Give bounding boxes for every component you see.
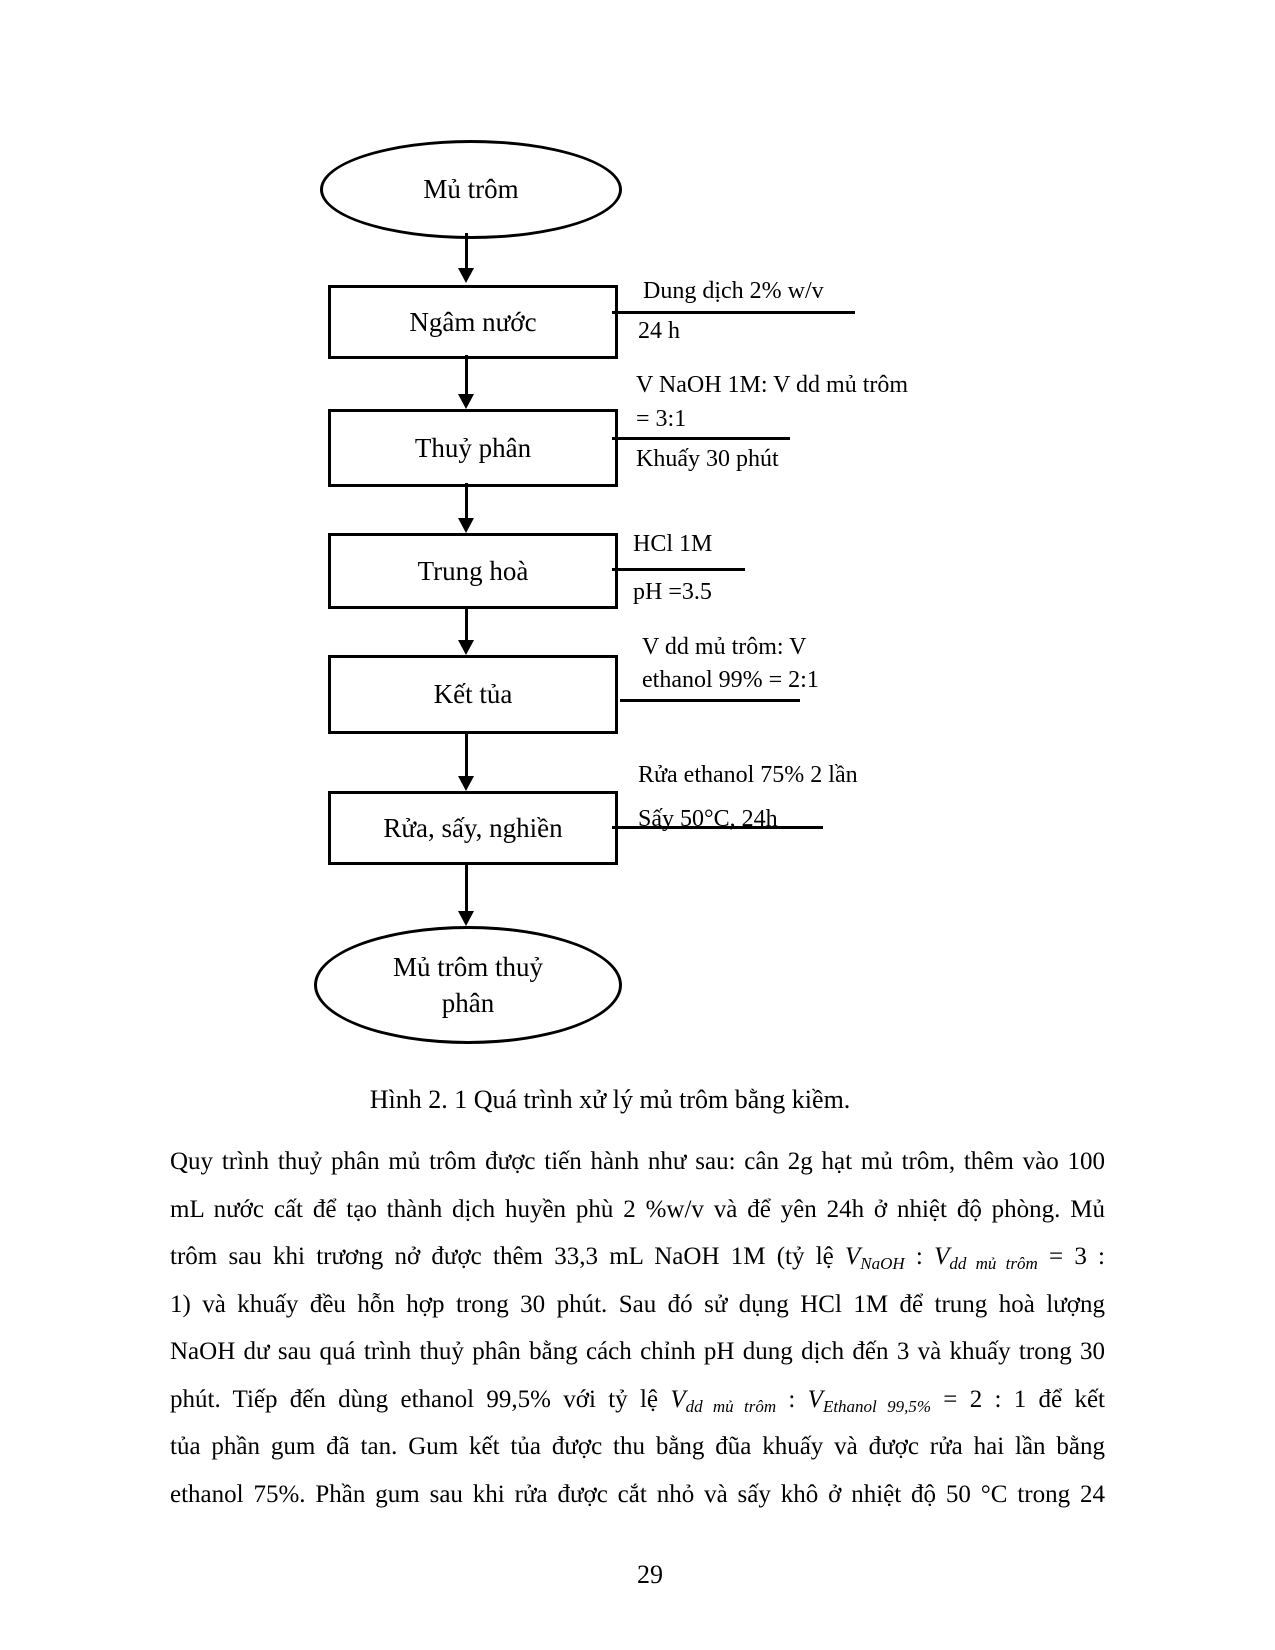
flow-note: Dung dịch 2% w/v [643, 278, 824, 304]
flow-node-start: Mủ trôm [320, 140, 622, 239]
flow-arrow [465, 233, 468, 268]
flow-note: Sấy 50°C, 24h [638, 806, 778, 832]
flow-note: HCl 1M [633, 531, 713, 557]
flow-note: V NaOH 1M: V dd mủ trôm [636, 372, 909, 398]
flow-note: ethanol 99% = 2:1 [642, 667, 819, 693]
body-line: phút. Tiếp đến dùng ethanol 99,5% với tỷ lệ $V_{dd mủ trôm}$ : $V_{Ethanol 99,5\%} = 2$ : 1 để kết [170, 1385, 1105, 1416]
flow-arrow [465, 863, 468, 911]
flow-connector-line [612, 437, 790, 440]
body-line: ethanol 75%. Phần gum sau khi rửa được cắt nhỏ và sấy khô ở nhiệt độ 50 °C trong 24 [170, 1480, 1105, 1508]
flow-node-end-line1: Mủ trôm thuỷ [392, 951, 543, 982]
body-line: Quy trình thuỷ phân mủ trôm được tiến hành như sau: cân 2g hạt mủ trôm, thêm vào 100 [170, 1148, 1105, 1175]
flow-arrow [465, 607, 468, 640]
figure-caption: Hình 2. 1 Quá trình xử lý mủ trôm bằng kiềm. [369, 1085, 851, 1114]
page-number: 29 [637, 1560, 663, 1589]
flow-note: Khuấy 30 phút [636, 446, 779, 472]
flow-connector-line [612, 311, 855, 314]
flow-node-end-line2: phân [441, 988, 495, 1018]
flow-connector-line [620, 699, 800, 702]
flow-node-neutralize: Trung hoà [328, 533, 618, 609]
flow-node-wash-dry-grind: Rửa, sấy, nghiền [328, 791, 618, 865]
body-line: NaOH dư sau quá trình thuỷ phân bằng cách chỉnh pH dung dịch đến 3 và khuấy trong 30 [170, 1338, 1105, 1365]
flow-note: Rửa ethanol 75% 2 lần [638, 762, 858, 788]
flow-arrow [465, 355, 468, 394]
flow-node-precipitate: Kết tủa [328, 655, 618, 734]
flow-note: pH =3.5 [633, 579, 712, 605]
flow-note: 24 h [638, 318, 680, 344]
body-line: tủa phần gum đã tan. Gum kết tủa được thu bằng đũa khuấy và được rửa hai lần bằng [170, 1433, 1105, 1460]
body-paragraph [170, 1138, 1105, 1518]
body-line: trôm sau khi trương nở được thêm 33,3 mL NaOH 1M (tỷ lệ $V_{NaOH}$ : $V_{dd mủ trôm} = 3$ : [170, 1243, 1105, 1274]
flow-node-end [314, 926, 622, 1044]
flow-note: V dd mủ trôm: V [642, 634, 807, 660]
flow-connector-line [612, 568, 745, 571]
flow-arrow [465, 732, 468, 776]
flow-node-soak: Ngâm nước [328, 285, 618, 359]
flow-arrow [465, 483, 468, 518]
flow-node-hydrolysis: Thuỷ phân [328, 409, 618, 487]
flow-note: = 3:1 [636, 406, 687, 432]
body-line: mL nước cất để tạo thành dịch huyền phù 2 %w/v và để yên 24h ở nhiệt độ phòng. Mủ [170, 1195, 1105, 1223]
body-line: 1) và khuấy đều hỗn hợp trong 30 phút. Sau đó sử dụng HCl 1M để trung hoà lượng [170, 1290, 1105, 1318]
